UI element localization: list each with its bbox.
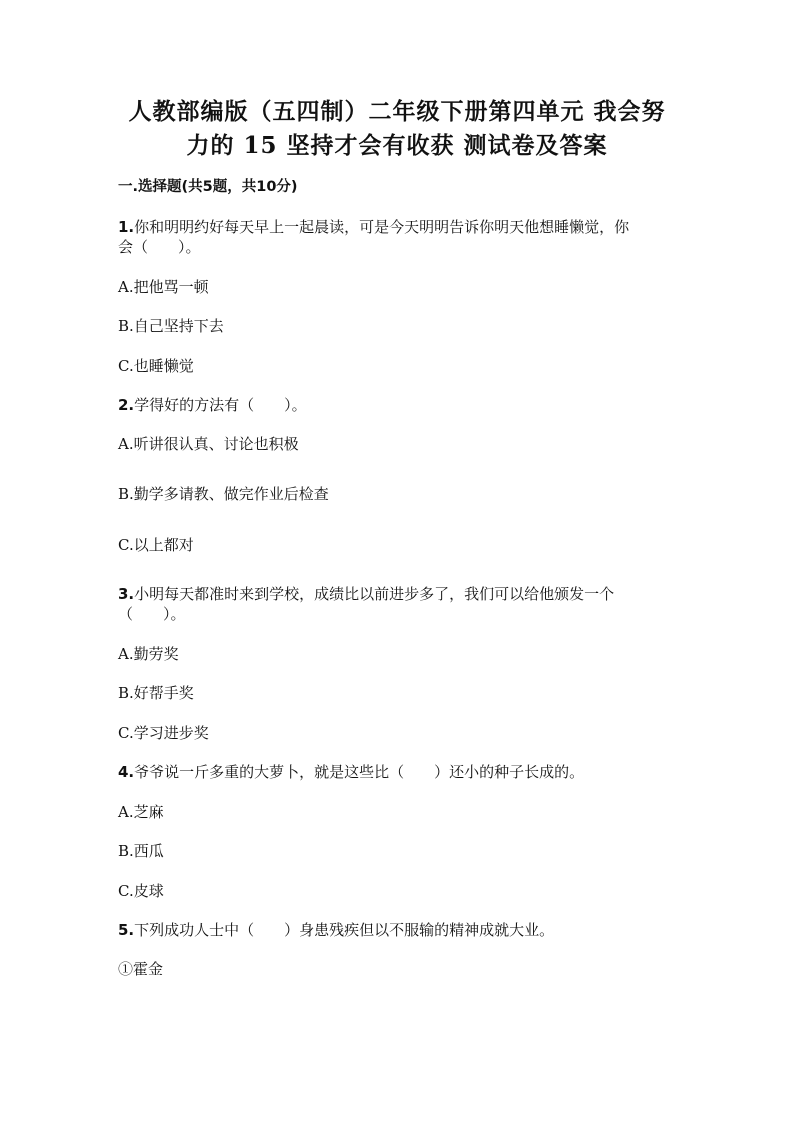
question-1-stem-line-1	[118, 217, 678, 237]
section-heading: 一.选择题(共5题，共10分)	[118, 179, 298, 195]
question-5-option-1: ①霍金	[118, 960, 164, 978]
question-3-option-c: C.学习进步奖	[118, 724, 209, 742]
question-4-option-a: A.芝麻	[118, 803, 164, 821]
question-1-stem-text: 你和明明约好每天早上一起晨读，可是今天明明告诉你明天他想睡懒觉，你	[134, 218, 630, 236]
question-3-option-b: B.好帮手奖	[118, 684, 194, 702]
question-2-option-a: A.听讲很认真、讨论也积极	[118, 435, 299, 453]
question-3-stem-line-1	[118, 584, 678, 604]
question-3-option-a: A.勤劳奖	[118, 645, 179, 663]
question-4-option-c: C.皮球	[118, 882, 164, 900]
question-2-stem-text: 学得好的方法有（ ）。	[134, 396, 307, 414]
question-4-option-b: B.西瓜	[118, 842, 164, 860]
question-1-number: 1.	[118, 218, 135, 236]
question-2-option-c: C.以上都对	[118, 536, 194, 554]
question-4-stem-text: 爷爷说一斤多重的大萝卜，就是这些比（ ）还小的种子长成的。	[134, 763, 585, 781]
question-1-option-b: B.自己坚持下去	[118, 317, 224, 335]
question-1-option-a: A.把他骂一顿	[118, 278, 209, 296]
question-4-stem	[118, 762, 678, 782]
question-5-number: 5.	[118, 921, 135, 939]
question-1-stem-line-2: 会（ ）。	[118, 238, 201, 256]
question-3-stem-line-2: （ ）。	[118, 605, 186, 623]
question-5-stem-text: 下列成功人士中（ ）身患残疾但以不服输的精神成就大业。	[134, 921, 555, 939]
question-1-option-c: C.也睡懒觉	[118, 357, 194, 375]
document-title-line-2: 力的 15 坚持才会有收获 测试卷及答案	[186, 132, 608, 159]
question-2-option-b: B.勤学多请教、做完作业后检查	[118, 485, 329, 503]
question-3-number: 3.	[118, 585, 135, 603]
question-2-stem	[118, 395, 678, 415]
question-5-stem	[118, 920, 678, 940]
question-4-number: 4.	[118, 763, 135, 781]
document-title-line-1: 人教部编版（五四制）二年级下册第四单元 我会努	[128, 98, 666, 125]
question-3-stem-text: 小明每天都准时来到学校，成绩比以前进步多了，我们可以给他颁发一个	[134, 585, 615, 603]
question-2-number: 2.	[118, 396, 135, 414]
